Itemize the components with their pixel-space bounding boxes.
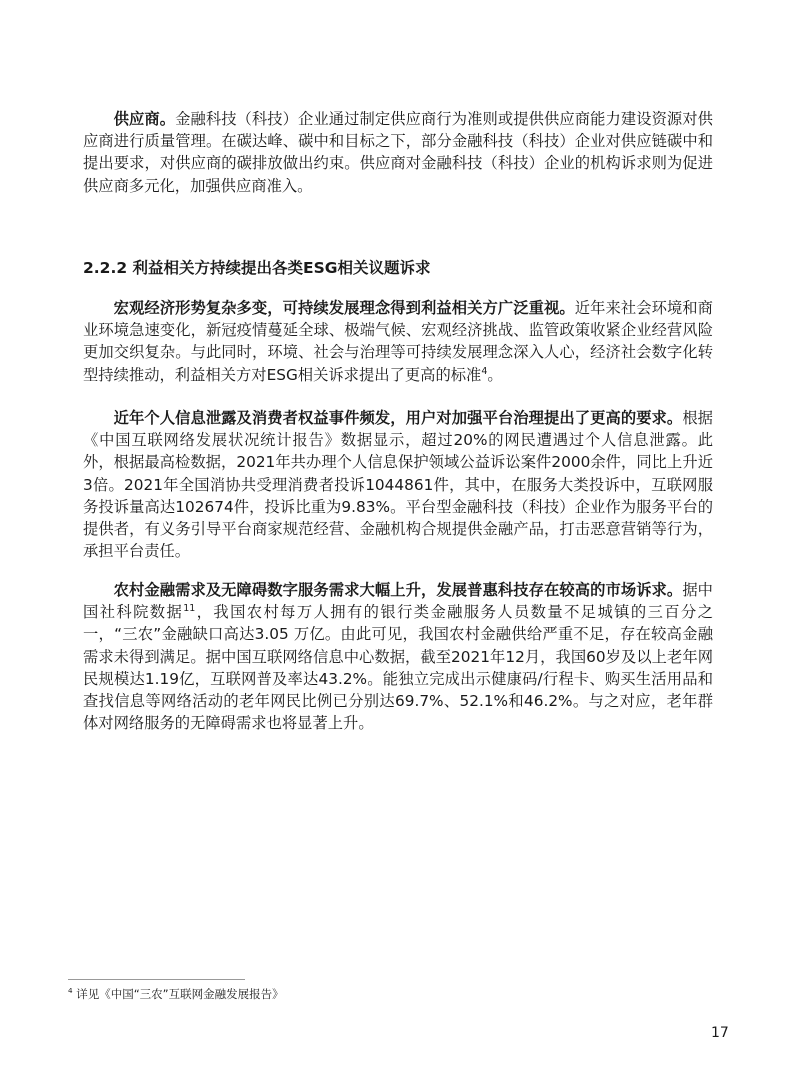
macro-tail: 。 [487, 365, 503, 384]
footnote-ref-4: 4 [481, 365, 488, 377]
section-heading: 2.2.2 利益相关方持续提出各类ESG相关议题诉求 [83, 259, 431, 277]
rural-paragraph [83, 579, 713, 734]
privacy-paragraph [83, 407, 713, 562]
footnote [68, 986, 284, 1002]
privacy-text: 根据《中国互联网络发展状况统计报告》数据显示，超过20%的网民遭遇过个人信息泄露。此外，根据最高检数据，2021年共办理个人信息保护领域公益诉讼案件2000余件，同比上升近3倍。2021年全国消协共受理消费者投诉1044861件，其中，在服务大类投诉中，互联网服务投诉量高达102674件，投诉比重为9.83%。平台型金融科技（科技）企业作为服务平台的提供者，有义务引导平台商家规范经营、金融机构合规提供金融产品，打击恶意营销等行为，承担平台责任。 [83, 409, 713, 561]
macro-lead: 宏观经济形势复杂多变，可持续发展理念得到利益相关方广泛重视。 [113, 299, 575, 317]
footnote-marker: 4 [68, 986, 73, 996]
footnote-divider [68, 979, 245, 980]
supplier-paragraph [83, 108, 713, 197]
page-number: 17 [711, 1025, 729, 1041]
supplier-text: 金融科技（科技）企业通过制定供应商行为准则或提供供应商能力建设资源对供应商进行质量管理。在碳达峰、碳中和目标之下，部分金融科技（科技）企业对供应链碳中和提出要求，对供应商的碳排放做出约束。供应商对金融科技（科技）企业的机构诉求则为促进供应商多元化，加强供应商准入。 [83, 110, 713, 195]
footnote-text: 详见《中国“三农”互联网金融发展报告》 [76, 987, 284, 1001]
footnote-ref-11: 11 [183, 603, 196, 615]
rural-text-before: 据中国社科院数据 [83, 581, 713, 622]
privacy-lead: 近年个人信息泄露及消费者权益事件频发，用户对加强平台治理提出了更高的要求。 [113, 409, 683, 427]
rural-lead: 农村金融需求及无障碍数字服务需求大幅上升，发展普惠科技存在较高的市场诉求。 [113, 581, 683, 599]
macro-paragraph [83, 297, 713, 386]
rural-text: ，我国农村每万人拥有的银行类金融服务人员数量不足城镇的三百分之一，“三农”金融缺口高达3.05 万亿。由此可见，我国农村金融供给严重不足，存在较高金融需求未得到满足。据中国互联网络信息中心数据，截至2021年12月，我国60岁及以上老年网民规模达1.19亿，互联网普及率达43.2%。能独立完成出示健康码/行程卡、购买生活用品和查找信息等网络活动的老年网民比例已分别达69.7%、52.1%和46.2%。与之对应，老年群体对网络服务的无障碍需求也将显著上升。 [83, 603, 713, 733]
macro-text: 近年来社会环境和商业环境急速变化，新冠疫情蔓延全球、极端气候、宏观经济挑战、监管政策收紧企业经营风险更加交织复杂。与此同时，环境、社会与治理等可持续发展理念深入人心，经济社会数字化转型持续推动，利益相关方对ESG相关诉求提出了更高的标准 [83, 299, 713, 384]
supplier-lead: 供应商。 [113, 110, 176, 128]
